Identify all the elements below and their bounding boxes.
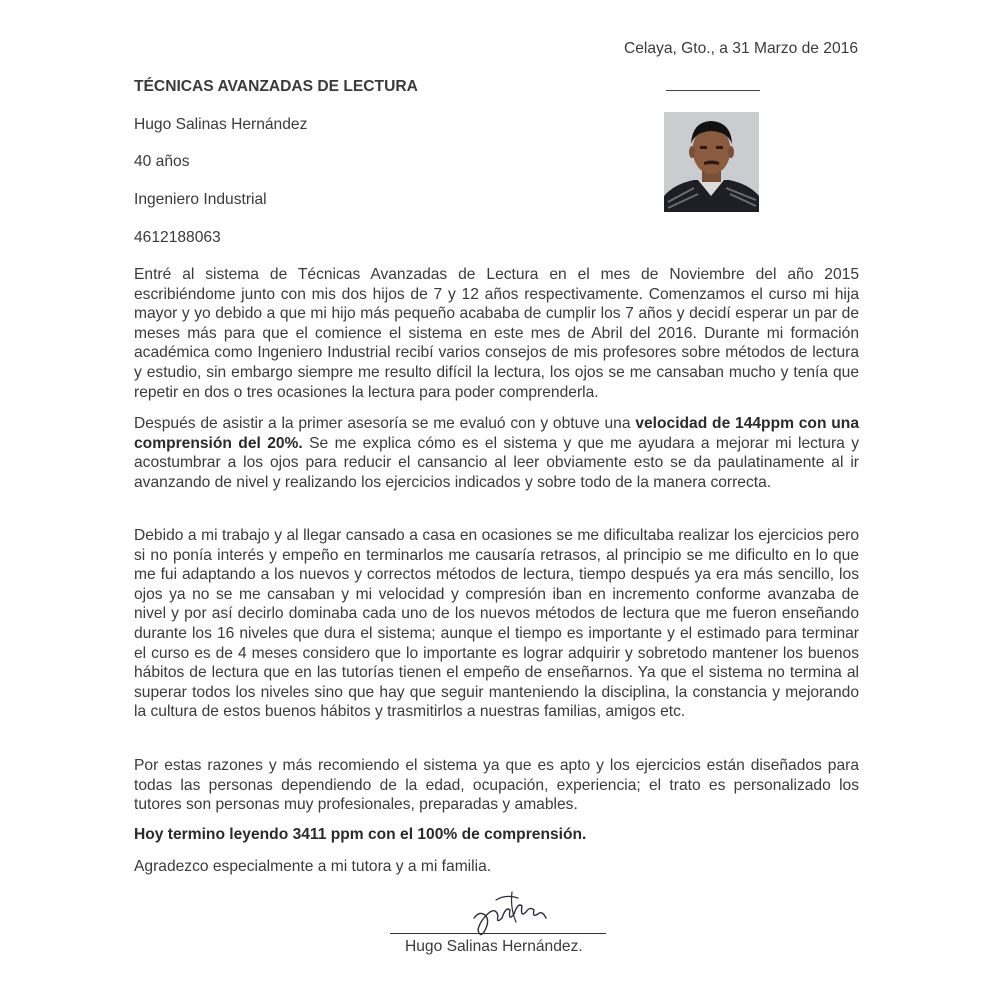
person-profession: Ingeniero Industrial — [134, 191, 267, 208]
person-phone: 4612188063 — [134, 229, 221, 246]
photo-divider — [666, 90, 760, 91]
person-name: Hugo Salinas Hernández — [134, 116, 308, 133]
portrait-photo — [664, 112, 759, 212]
paragraph-2-highlight: velocidad de 144ppm con una comprensión del 20%. — [134, 415, 859, 452]
paragraph-3: Debido a mi trabajo y al llegar cansado a casa en ocasiones se me dificultaba realizar los ejercicios pero si no ponía interés y empeño en terminarlos me causaría retrasos, al principio se me dificulto en lo que me fui adaptando a los nuevos y correctos métodos de lectura, tiempo después ya era más sencillo, los ojos ya no se me cansaban y mi velocidad y compresión iban en incremento conforme avanzaba de nivel y por así decirlo dominaba cada uno de los nuevos métodos de lectura que me fueron enseñando durante los 16 niveles que dura el sistema; aunque el tiempo es importante y el estimado para terminar el curso es de 4 meses considero que lo importante es lograr adquirir y sobretodo mantener los buenos hábitos de lectura que en las tutorías tienen el empeño de enseñarnos. Ya que el sistema no termina al superar todos los niveles sino que hay que seguir manteniendo la disciplina, la constancia y mejorando la cultura de estos buenos hábitos y trasmitirlos a nuestras familias, amigos etc. — [134, 527, 859, 721]
paragraph-2-end: Se me explica cómo es el sistema y que me ayudara a mejorar mi lectura y acostumbrar a los ojos para reducir el cansancio al leer obviamente esto se da paulatinamente al ir avanzando de nivel y realizando los ejercicios indicados y sobre todo de la manera correcta. — [134, 434, 859, 491]
paragraph-4: Por estas razones y más recomiendo el sistema ya que es apto y los ejercicios están diseñados para todas las personas dependiendo de la edad, ocupación, experiencia; el trato es personalizado los tutores son personas muy profesionales, preparadas y amables. — [134, 757, 859, 814]
person-age: 40 años — [134, 153, 190, 170]
paragraph-2 — [134, 414, 859, 492]
paragraph-2-start: Después de asistir a la primer asesoría se me evaluó con y obtuve una — [134, 415, 636, 432]
letter-date: Celaya, Gto., a 31 Marzo de 2016 — [623, 40, 858, 57]
letter-title: TÉCNICAS AVANZADAS DE LECTURA — [134, 78, 418, 95]
paragraph-6: Agradezco especialmente a mi tutora y a mi familia. — [134, 858, 492, 875]
signature-name: Hugo Salinas Hernández. — [405, 938, 583, 955]
paragraph-5: Hoy termino leyendo 3411 ppm con el 100% de comprensión. — [134, 826, 587, 843]
paragraph-1: Entré al sistema de Técnicas Avanzadas de Lectura en el mes de Noviembre del año 2015 escribiéndome junto con mis dos hijos de 7 y 12 años respectivamente. Comenzamos el curso mi hija mayor y yo debido a que mi hijo más pequeño acababa de cumplir los 7 años y decidí esperar un par de meses más para que el comience el sistema en este mes de Abril del 2016. Durante mi formación académica como Ingeniero Industrial recibí varios consejos de mis profesores sobre métodos de lectura y estudio, sin embargo siempre me resulto difícil la lectura, los ojos se me cansaban mucho y tenía que repetir en dos o tres ocasiones la lectura para poder comprenderla. — [134, 266, 859, 401]
signature-line — [390, 933, 606, 934]
